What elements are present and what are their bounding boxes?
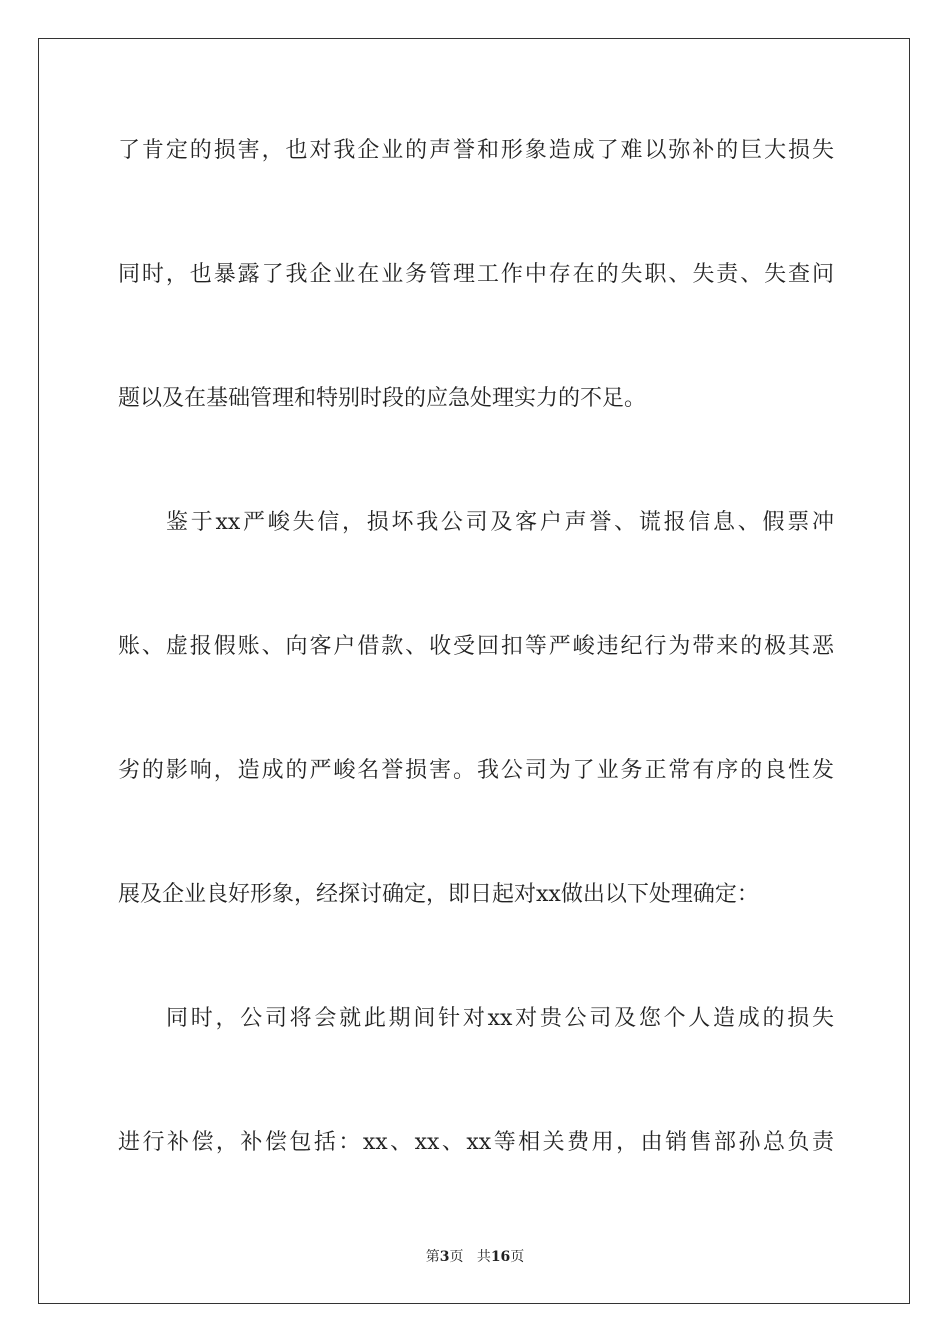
body-line-7: 展及企业良好形象，经探讨确定，即日起对xx做出以下处理确定： [118, 882, 759, 907]
body-line-4: 鉴于xx严峻失信，损坏我公司及客户声誉、谎报信息、假票冲 [166, 510, 834, 535]
body-line-2: 同时，也暴露了我企业在业务管理工作中存在的失职、失责、失查问 [118, 262, 834, 287]
body-line-9: 进行补偿，补偿包括：xx、xx、xx等相关费用，由销售部孙总负责 [118, 1130, 834, 1155]
footer-total-pages: 16 [490, 1249, 511, 1265]
footer-page-prefix: 第 [425, 1249, 440, 1265]
footer-total-suffix: 页 [510, 1249, 525, 1265]
body-line-6: 劣的影响，造成的严峻名誉损害。我公司为了业务正常有序的良性发 [118, 758, 834, 783]
body-line-5: 账、虚报假账、向客户借款、收受回扣等严峻违纪行为带来的极其恶 [118, 634, 834, 659]
footer-page-number: 3 [439, 1249, 450, 1265]
page-border [38, 38, 910, 1304]
body-line-8: 同时，公司将会就此期间针对xx对贵公司及您个人造成的损失 [166, 1006, 834, 1031]
footer-page-suffix: 页 [449, 1249, 464, 1265]
page-footer [0, 1246, 950, 1266]
body-line-1: 了肯定的损害，也对我企业的声誉和形象造成了难以弥补的巨大损失 [118, 138, 834, 163]
footer-total-prefix: 共 [476, 1249, 491, 1265]
body-line-3: 题以及在基础管理和特别时段的应急处理实力的不足。 [118, 386, 647, 411]
